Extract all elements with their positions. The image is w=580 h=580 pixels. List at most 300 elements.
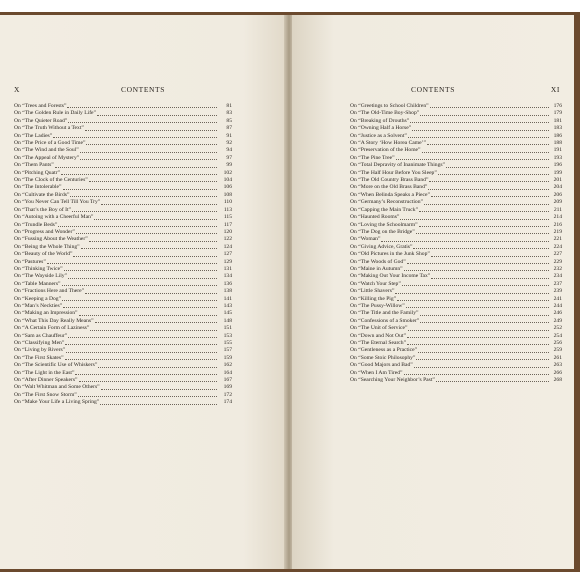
- dot-leader: [68, 277, 217, 279]
- right-contents-list: [350, 103, 562, 384]
- entry-title: On “Pastures”: [14, 258, 46, 265]
- contents-entry: [14, 199, 232, 206]
- entry-page-number: 117: [223, 221, 232, 228]
- entry-page-number: 129: [223, 258, 232, 265]
- entry-page-number: 193: [553, 154, 562, 161]
- contents-entry: [350, 229, 562, 236]
- contents-entry: [350, 347, 562, 354]
- entry-page-number: 239: [553, 288, 562, 295]
- entry-title: On “The Pine Tree”: [350, 154, 395, 161]
- entry-title: On “Them Pants”: [14, 162, 54, 169]
- left-page-heading: CONTENTS: [121, 85, 165, 94]
- entry-page-number: 188: [553, 140, 562, 147]
- dot-leader: [65, 358, 217, 360]
- entry-title: On “Pitching Quatr”: [14, 169, 60, 176]
- entry-title: On “The Quieter Road”: [14, 117, 68, 124]
- entry-title: On “Justice as a Solvent”: [350, 132, 407, 139]
- contents-entry: [350, 370, 562, 377]
- dot-leader: [66, 351, 217, 353]
- contents-entry: [14, 399, 232, 406]
- entry-page-number: 186: [553, 132, 562, 139]
- dot-leader: [407, 343, 549, 345]
- entry-title: On “The Light in the East”: [14, 369, 75, 376]
- entry-title: On “Preservation of the Home”: [350, 147, 421, 154]
- entry-title: On “Make Your Life a Living Spring”: [14, 399, 100, 406]
- contents-entry: [350, 325, 562, 332]
- dot-leader: [79, 380, 217, 382]
- entry-title: On “More on the Old Brass Band”: [350, 184, 428, 191]
- contents-entry: [14, 133, 232, 140]
- dot-leader: [68, 121, 217, 123]
- dot-leader: [80, 158, 217, 160]
- entry-title: On “Owning Half a Horse”: [350, 125, 412, 132]
- dot-leader: [424, 203, 549, 205]
- dot-leader: [65, 343, 217, 345]
- entry-page-number: 145: [223, 310, 232, 317]
- entry-title: On “Cultivate the Birds”: [14, 191, 70, 198]
- dot-leader: [419, 210, 549, 212]
- dot-leader: [89, 240, 217, 242]
- entry-page-number: 106: [223, 184, 232, 191]
- entry-page-number: 115: [223, 214, 232, 221]
- entry-page-number: 143: [223, 302, 232, 309]
- entry-page-number: 85: [226, 117, 232, 124]
- entry-title: On “Total Depravity of Inanimate Things”: [350, 162, 446, 169]
- entry-title: On “Trees and Forests”: [14, 103, 67, 109]
- entry-page-number: 141: [223, 295, 232, 302]
- entry-title: On “Breaking of Drouths”: [350, 117, 410, 124]
- contents-entry: [350, 251, 562, 258]
- entry-page-number: 159: [223, 354, 232, 361]
- entry-title: On “A Certain Form of Laziness”: [14, 325, 90, 332]
- contents-entry: [14, 236, 232, 243]
- entry-page-number: 81: [226, 103, 232, 109]
- dot-leader: [420, 114, 549, 116]
- entry-page-number: 122: [223, 236, 232, 243]
- right-page: [292, 15, 574, 569]
- entry-page-number: 127: [223, 251, 232, 258]
- entry-page-number: 99: [226, 162, 232, 169]
- entry-page-number: 104: [223, 177, 232, 184]
- dot-leader: [85, 292, 217, 294]
- contents-entry: [14, 362, 232, 369]
- entry-page-number: 91: [226, 132, 232, 139]
- entry-page-number: 219: [553, 228, 562, 235]
- entry-title: On “When I Am Tired”: [350, 369, 403, 376]
- entry-page-number: 191: [553, 147, 562, 154]
- entry-title: On “The Pussy-Willow”: [350, 302, 405, 309]
- contents-entry: [350, 333, 562, 340]
- entry-title: On “Table Manners”: [14, 280, 61, 287]
- contents-entry: [14, 214, 232, 221]
- dot-leader: [53, 136, 217, 138]
- dot-leader: [90, 329, 217, 331]
- dot-leader: [67, 106, 217, 108]
- dot-leader: [404, 373, 549, 375]
- entry-title: On “Some Stoic Philosophy”: [350, 354, 416, 361]
- entry-page-number: 83: [226, 110, 232, 117]
- entry-title: On “The First Snow Storm”: [14, 391, 77, 398]
- dot-leader: [62, 284, 217, 286]
- contents-entry: [14, 125, 232, 132]
- entry-page-number: 214: [553, 214, 562, 221]
- dot-leader: [58, 225, 217, 227]
- dot-leader: [396, 158, 549, 160]
- entry-page-number: 232: [553, 265, 562, 272]
- entry-title: On “Walt Whitman and Some Others”: [14, 384, 100, 391]
- contents-entry: [350, 310, 562, 317]
- contents-entry: [14, 222, 232, 229]
- entry-page-number: 183: [553, 125, 562, 132]
- entry-page-number: 131: [223, 265, 232, 272]
- entry-page-number: 196: [553, 162, 562, 169]
- right-page-heading: CONTENTS: [411, 85, 455, 94]
- right-page-header: [292, 85, 574, 97]
- entry-page-number: 221: [553, 236, 562, 243]
- entry-title: On “Beauty of the World”: [14, 251, 73, 258]
- dot-leader: [404, 269, 549, 271]
- entry-title: On “The Truth Without a Text”: [14, 125, 84, 132]
- contents-entry: [14, 273, 232, 280]
- entry-title: On “Old Pictures in the Junk Shop”: [350, 251, 430, 258]
- entry-title: On “The Wayside Lily”: [14, 273, 68, 280]
- contents-entry: [350, 296, 562, 303]
- dot-leader: [98, 366, 217, 368]
- entry-title: On “Confessions of a Smoker”: [350, 317, 420, 324]
- entry-page-number: 157: [223, 347, 232, 354]
- entry-page-number: 108: [223, 191, 232, 198]
- entry-title: On “The Eternal Search”: [350, 340, 407, 346]
- dot-leader: [418, 351, 549, 353]
- dot-leader: [427, 143, 549, 145]
- contents-entry: [350, 362, 562, 369]
- dot-leader: [408, 136, 549, 138]
- entry-title: On “The Wind and the Soul”: [14, 147, 79, 154]
- dot-leader: [85, 129, 217, 131]
- entry-page-number: 97: [226, 154, 232, 161]
- entry-page-number: 136: [223, 280, 232, 287]
- entry-title: On “Maine in Autumn”: [350, 265, 403, 272]
- dot-leader: [101, 388, 217, 390]
- contents-entry: [350, 147, 562, 154]
- entry-title: On “Fussing About the Weather”: [14, 236, 88, 243]
- dot-leader: [72, 210, 217, 212]
- contents-entry: [350, 288, 562, 295]
- right-page-number: XI: [550, 85, 560, 94]
- entry-page-number: 181: [553, 117, 562, 124]
- entry-page-number: 204: [553, 184, 562, 191]
- entry-page-number: 102: [223, 169, 232, 176]
- contents-entry: [350, 214, 562, 221]
- entry-page-number: 209: [553, 199, 562, 206]
- entry-page-number: 179: [553, 110, 562, 117]
- entry-page-number: 164: [223, 369, 232, 376]
- entry-title: On “Germany’s Reconstruction”: [350, 199, 424, 206]
- entry-page-number: 172: [223, 391, 232, 398]
- dot-leader: [430, 106, 549, 108]
- entry-page-number: 113: [223, 206, 232, 213]
- entry-title: On “The Golden Rule in Daily Life”: [14, 110, 97, 117]
- entry-title: On “You Never Can Tell Till You Try”: [14, 199, 101, 206]
- contents-entry: [350, 133, 562, 140]
- dot-leader: [407, 262, 549, 264]
- entry-title: On “Sam as Chauffeur”: [14, 332, 68, 339]
- entry-title: On “Killing the Pig”: [350, 295, 397, 302]
- entry-title: On “Giving Advice, Gratis”: [350, 243, 413, 250]
- entry-title: On “Making Out Your Income Tax”: [350, 273, 431, 280]
- contents-entry: [14, 310, 232, 317]
- entry-page-number: 246: [553, 310, 562, 317]
- entry-page-number: 110: [223, 199, 232, 206]
- dot-leader: [395, 292, 549, 294]
- entry-page-number: 92: [226, 140, 232, 147]
- entry-title: On “Haunted Rooms”: [350, 214, 400, 221]
- entry-title: On “A Story ‘How Horea Came’”: [350, 140, 426, 147]
- dot-leader: [413, 247, 549, 249]
- entry-page-number: 120: [223, 228, 232, 235]
- dot-leader: [400, 218, 549, 220]
- entry-page-number: 87: [226, 125, 232, 132]
- dot-leader: [438, 173, 549, 175]
- dot-leader: [410, 121, 549, 123]
- dot-leader: [428, 188, 549, 190]
- dot-leader: [100, 403, 217, 405]
- entry-page-number: 199: [553, 169, 562, 176]
- dot-leader: [89, 180, 217, 182]
- entry-page-number: 174: [223, 399, 232, 406]
- entry-page-number: 162: [223, 362, 232, 369]
- entry-title: On “Living by Rivers”: [14, 347, 66, 354]
- entry-title: On “The Title and the Family”: [350, 310, 419, 317]
- entry-page-number: 176: [553, 103, 562, 109]
- dot-leader: [416, 232, 549, 234]
- entry-page-number: 94: [226, 147, 232, 154]
- dot-leader: [407, 336, 549, 338]
- dot-leader: [101, 203, 217, 205]
- entry-page-number: 216: [553, 221, 562, 228]
- entry-page-number: 266: [553, 369, 562, 376]
- contents-entry: [350, 125, 562, 132]
- contents-entry: [14, 288, 232, 295]
- entry-title: On “The Half Hour Before You Sleep”: [350, 169, 437, 176]
- dot-leader: [408, 329, 549, 331]
- entry-title: On “The Dog on the Bridge”: [350, 228, 415, 235]
- dot-leader: [436, 380, 549, 382]
- left-page-number: X: [14, 85, 21, 94]
- entry-title: On “What This Day Really Means”: [14, 317, 94, 324]
- entry-page-number: 153: [223, 332, 232, 339]
- contents-entry: [350, 259, 562, 266]
- entry-title: On “The Woods of God”: [350, 258, 406, 265]
- dot-leader: [431, 255, 549, 257]
- contents-entry: [14, 325, 232, 332]
- dot-leader: [420, 321, 549, 323]
- contents-entry: [350, 199, 562, 206]
- dot-leader: [63, 188, 217, 190]
- dot-leader: [414, 366, 549, 368]
- entry-page-number: 241: [553, 295, 562, 302]
- entry-title: On “Fractions Here and There”: [14, 288, 85, 295]
- entry-page-number: 261: [553, 354, 562, 361]
- dot-leader: [78, 395, 217, 397]
- dot-leader: [431, 195, 549, 197]
- entry-title: On “Capping the Main Truck”: [350, 206, 419, 213]
- open-book: [0, 12, 580, 572]
- contents-entry: [14, 147, 232, 154]
- dot-leader: [422, 151, 549, 153]
- entry-title: On “Good Majors and Bad”: [350, 362, 413, 369]
- entry-page-number: 244: [553, 302, 562, 309]
- dot-leader: [94, 218, 217, 220]
- contents-entry: [350, 184, 562, 191]
- contents-entry: [14, 259, 232, 266]
- entry-page-number: 237: [553, 280, 562, 287]
- dot-leader: [61, 173, 217, 175]
- dot-leader: [81, 247, 217, 249]
- entry-title: On “The Unit of Service”: [350, 325, 408, 332]
- entry-title: On “Being the Whole Thing”: [14, 243, 80, 250]
- entry-title: On “Watch Your Step”: [350, 280, 401, 287]
- entry-page-number: 227: [553, 251, 562, 258]
- entry-title: On “When Belinda Speaks a Piece”: [350, 191, 430, 198]
- entry-title: On “Keeping a Dog”: [14, 295, 62, 302]
- dot-leader: [70, 195, 217, 197]
- contents-entry: [14, 296, 232, 303]
- entry-title: On “Greetings to School Children”: [350, 103, 429, 109]
- entry-title: On “The Old-Time Boy-Shop”: [350, 110, 420, 117]
- entry-title: On “The Ladies”: [14, 132, 53, 139]
- entry-page-number: 148: [223, 317, 232, 324]
- contents-entry: [14, 333, 232, 340]
- entry-title: On “Trundle Beds”: [14, 221, 58, 228]
- contents-entry: [350, 162, 562, 169]
- contents-entry: [14, 244, 232, 251]
- entry-title: On “Gentleness as a Practice”: [350, 347, 418, 354]
- dot-leader: [402, 284, 549, 286]
- entry-page-number: 256: [553, 340, 562, 346]
- entry-title: On “After Dinner Speakers”: [14, 377, 78, 384]
- dot-leader: [62, 299, 217, 301]
- entry-title: On “Classifying Men”: [14, 340, 65, 346]
- contents-entry: [350, 110, 562, 117]
- entry-title: On “The Scientific Use of Whiskers”: [14, 362, 98, 369]
- contents-entry: [14, 251, 232, 258]
- entry-title: On “That’s the Boy of It”: [14, 206, 72, 213]
- dot-leader: [429, 180, 549, 182]
- entry-page-number: 201: [553, 177, 562, 184]
- contents-entry: [350, 207, 562, 214]
- entry-page-number: 167: [223, 377, 232, 384]
- dot-leader: [97, 114, 217, 116]
- entry-title: On “The Price of a Good Time”: [14, 140, 86, 147]
- dot-leader: [75, 373, 217, 375]
- entry-page-number: 211: [553, 206, 562, 213]
- entry-page-number: 124: [223, 243, 232, 250]
- entry-page-number: 234: [553, 273, 562, 280]
- dot-leader: [412, 129, 549, 131]
- entry-page-number: 268: [553, 377, 562, 384]
- dot-leader: [420, 314, 549, 316]
- dot-leader: [419, 225, 549, 227]
- left-page: [0, 15, 286, 569]
- entry-title: On “Man’s Neckties”: [14, 302, 63, 309]
- contents-entry: [14, 170, 232, 177]
- dot-leader: [95, 321, 217, 323]
- entry-title: On “The Intolerable”: [14, 184, 62, 191]
- entry-page-number: 206: [553, 191, 562, 198]
- dot-leader: [63, 306, 217, 308]
- dot-leader: [68, 336, 217, 338]
- contents-entry: [350, 170, 562, 177]
- dot-leader: [381, 240, 549, 242]
- contents-entry: [350, 273, 562, 280]
- dot-leader: [416, 358, 549, 360]
- entry-title: On “Woman”: [350, 236, 381, 243]
- dot-leader: [431, 277, 549, 279]
- contents-entry: [14, 347, 232, 354]
- entry-title: On “The Old Country Brass Band”: [350, 177, 429, 184]
- entry-page-number: 259: [553, 347, 562, 354]
- contents-entry: [350, 377, 562, 384]
- dot-leader: [397, 299, 549, 301]
- dot-leader: [73, 255, 217, 257]
- dot-leader: [406, 306, 549, 308]
- entry-page-number: 151: [223, 325, 232, 332]
- entry-title: On “Thinking Twice”: [14, 265, 63, 272]
- contents-entry: [350, 222, 562, 229]
- entry-title: On “The Appeal of Mystery”: [14, 154, 80, 161]
- contents-entry: [14, 370, 232, 377]
- entry-title: On “The Clock of the Centuries”: [14, 177, 88, 184]
- entry-page-number: 224: [553, 243, 562, 250]
- entry-title: On “Autoing with a Cheerful Man”: [14, 214, 94, 221]
- entry-title: On “Loving the Schoolmarm”: [350, 221, 418, 228]
- entry-title: On “The First Skates”: [14, 354, 64, 361]
- entry-page-number: 169: [223, 384, 232, 391]
- entry-title: On “Progress and Wonder”: [14, 228, 75, 235]
- contents-entry: [14, 207, 232, 214]
- dot-leader: [47, 262, 217, 264]
- contents-entry: [14, 162, 232, 169]
- left-page-header: [0, 85, 286, 97]
- entry-page-number: 138: [223, 288, 232, 295]
- entry-title: On “Down and Not Out”: [350, 332, 406, 339]
- contents-entry: [14, 110, 232, 117]
- entry-page-number: 252: [553, 325, 562, 332]
- contents-entry: [350, 244, 562, 251]
- dot-leader: [55, 166, 217, 168]
- entry-page-number: 254: [553, 332, 562, 339]
- entry-title: On “Little Shavers”: [350, 288, 395, 295]
- dot-leader: [446, 166, 549, 168]
- entry-page-number: 155: [223, 340, 232, 346]
- entry-page-number: 263: [553, 362, 562, 369]
- dot-leader: [79, 314, 217, 316]
- dot-leader: [86, 143, 217, 145]
- dot-leader: [76, 232, 217, 234]
- left-contents-list: [14, 103, 232, 407]
- entry-page-number: 134: [223, 273, 232, 280]
- entry-title: On “Searching Your Neighbor’s Past”: [350, 377, 435, 384]
- dot-leader: [80, 151, 217, 153]
- contents-entry: [14, 184, 232, 191]
- entry-page-number: 249: [553, 317, 562, 324]
- entry-page-number: 229: [553, 258, 562, 265]
- dot-leader: [64, 269, 217, 271]
- contents-entry: [14, 384, 232, 391]
- entry-title: On “Making an Impression”: [14, 310, 78, 317]
- contents-entry: [350, 236, 562, 243]
